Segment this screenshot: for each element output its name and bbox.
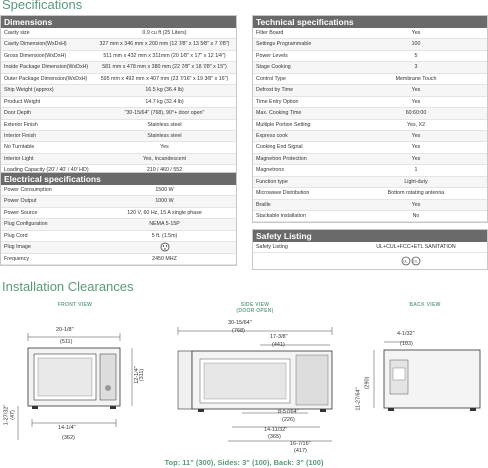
row-label: Plug Configuration <box>4 221 48 228</box>
row-value: Yes <box>411 87 421 94</box>
table-row <box>253 188 487 199</box>
row-value: No <box>412 213 420 219</box>
front-foot-in: 1-27/32" <box>3 404 10 426</box>
svg-text:ETL: ETL <box>412 259 419 264</box>
table-row <box>253 177 487 188</box>
row-value: 5 <box>414 52 418 59</box>
certification-logos-icon <box>253 253 488 269</box>
side-view-drawing <box>170 315 340 455</box>
table-row <box>1 254 236 265</box>
front-view-title: FRONT VIEW <box>57 302 93 308</box>
technical-header: Technical specifications <box>253 16 487 28</box>
row-value: 14.7 kg (32.4 lb) <box>145 98 184 105</box>
row-label: Express cook <box>256 132 288 139</box>
safety-rows <box>253 242 487 253</box>
row-label: Plug Image <box>4 244 31 251</box>
row-value: Yes <box>411 98 421 105</box>
row-value: 3 <box>414 64 418 71</box>
row-label: Outer Package Dimension(WxDxH) <box>4 75 88 82</box>
back-view-drawing <box>360 320 488 420</box>
row-value: 60:60:00 <box>405 110 427 117</box>
row-value: 16.5 kg (36.4 lb) <box>145 87 184 94</box>
row-value <box>93 242 236 252</box>
row-value: "30-15/64" (768), 90°+ door open" <box>124 110 205 117</box>
row-value: 1000 W <box>155 198 174 205</box>
front-width-mm: (511) <box>60 339 73 345</box>
row-value: Yes <box>411 30 421 36</box>
technical-rows <box>253 28 487 222</box>
row-value: 595 mm x 492 mm x 407 mm (23 7⁄16" x 19 3⁄8" x 16") <box>100 75 229 82</box>
row-label: Multiple Portion Setting <box>256 121 311 128</box>
table-row <box>253 120 487 131</box>
row-label: Magnetrons <box>256 167 284 174</box>
row-value: Bottom rotating antenna <box>387 190 445 197</box>
front-bottom-mm: (362) <box>62 435 75 441</box>
back-height-in: 11-27/64" <box>355 387 362 411</box>
row-label: Filter Board <box>256 30 284 36</box>
front-height-mm: (311) <box>139 368 146 382</box>
table-row <box>1 142 236 153</box>
dimensions-header: Dimensions <box>1 16 236 28</box>
specifications-heading: Specifications <box>2 0 83 12</box>
row-value: 0.9 cu ft (25 Liters) <box>142 30 187 36</box>
row-label: Max. Cooking Time <box>256 110 302 117</box>
safety-marks <box>253 253 487 269</box>
row-label: Gross Dimension(WxDxH) <box>4 52 67 59</box>
side-d1-mm: (226) <box>282 417 295 423</box>
row-label: Plug Cord <box>4 232 28 239</box>
row-value: Yes <box>160 144 169 151</box>
dimensions-table <box>0 15 237 178</box>
table-row <box>1 51 236 62</box>
table-row <box>1 120 236 131</box>
row-label: Power Output <box>4 198 37 205</box>
table-row <box>1 185 236 196</box>
table-row <box>1 28 236 39</box>
table-row <box>1 196 236 207</box>
table-row <box>253 142 487 153</box>
front-foot-mm: (47) <box>9 410 16 420</box>
technical-table <box>252 15 488 223</box>
row-value: Yes <box>411 144 421 151</box>
table-row <box>253 51 487 62</box>
row-value: Yes, Incandescent <box>142 155 187 162</box>
table-row <box>253 154 487 165</box>
row-value: 210 / 460 / 552 <box>146 167 183 174</box>
clearance-footer: Top: 11" (300), Sides: 3" (100), Back: 3" (100) <box>164 458 324 467</box>
table-row <box>253 97 487 108</box>
row-label: Exterior Finish <box>4 121 38 128</box>
row-value: 511 mm x 432 mm x 311mm (20 1⁄8" x 17" x 12 1⁄4") <box>103 52 226 59</box>
back-view-title: BACK VIEW <box>409 302 441 308</box>
table-row <box>1 62 236 73</box>
table-row <box>253 28 487 39</box>
row-value: Stainless steel <box>147 121 182 128</box>
row-label: Inside Package Dimension(WxDxH) <box>4 64 89 71</box>
table-row <box>253 39 487 50</box>
row-value: 2450 MHZ <box>152 255 177 262</box>
row-label: Interior Finish <box>4 132 37 139</box>
front-bottom-in: 14-1/4" <box>58 425 76 431</box>
side-depth-mm: (441) <box>272 342 285 348</box>
row-label: Settings Programmable <box>256 41 312 48</box>
row-value: Membrane Touch <box>395 75 437 82</box>
table-row <box>1 108 236 119</box>
table-row <box>253 74 487 85</box>
dimensions-rows <box>1 28 236 177</box>
table-row <box>253 108 487 119</box>
row-label: Microwave Distribution <box>256 190 310 197</box>
row-value: 1500 W <box>155 187 174 193</box>
table-row <box>1 208 236 219</box>
front-height-in: 12-1/4" <box>133 366 140 384</box>
row-label: Power Consumption <box>4 187 52 193</box>
table-row <box>253 200 487 211</box>
side-d3-mm: (417) <box>294 448 307 454</box>
row-label: Loading Capacity (20' / 40' / 40' HD) <box>4 167 89 174</box>
row-label: Ship Weight (approx) <box>4 87 54 94</box>
table-row <box>1 39 236 50</box>
row-label: Magnetron Protection <box>256 155 307 162</box>
row-label: Braille <box>256 201 271 208</box>
table-row <box>1 231 236 242</box>
row-value: 581 mm x 478 mm x 380 mm (22 7⁄8" x 18 7⁄8" x 15") <box>102 64 227 71</box>
row-value: 120 V, 60 Hz, 15 A single phase <box>127 209 202 216</box>
row-label: Power Source <box>4 209 38 216</box>
row-label: Defrost by Time <box>256 87 294 94</box>
safety-header: Safety Listing <box>253 230 487 242</box>
back-height-mm: (290) <box>364 376 371 390</box>
table-row <box>253 85 487 96</box>
row-value: NEMA 5-15P <box>149 221 180 228</box>
side-view-subtitle: (DOOR OPEN) <box>236 308 274 314</box>
row-value: Yes <box>411 201 421 208</box>
row-label: Door Depth <box>4 110 32 117</box>
front-width-in: 20-1/8" <box>56 327 74 333</box>
row-label: No Turntable <box>4 144 35 151</box>
table-row <box>253 211 487 222</box>
row-label: Frequency <box>4 255 30 262</box>
row-value: Yes <box>411 155 421 162</box>
table-row <box>1 131 236 142</box>
side-d1-in: 8-57/64" <box>278 409 299 415</box>
row-label: Cavity Dimension(WxDxH) <box>4 41 67 48</box>
side-view-title: SIDE VIEW <box>240 302 270 308</box>
electrical-table <box>0 172 237 266</box>
row-label: Stackable installation <box>256 213 306 219</box>
installation-heading: Installation Clearances <box>2 279 134 294</box>
table-row <box>1 97 236 108</box>
electrical-header: Electrical specifications <box>1 173 236 185</box>
row-value: Light-duty <box>404 178 428 185</box>
table-row <box>1 219 236 230</box>
row-label: Cavity size <box>4 30 30 36</box>
table-row <box>253 165 487 176</box>
table-row <box>1 74 236 85</box>
table-row <box>1 85 236 96</box>
row-label: Function type <box>256 178 288 185</box>
row-label: Stage Cooking <box>256 64 291 71</box>
side-top-in: 30-15/64" <box>228 320 252 326</box>
row-value: 100 <box>411 41 421 48</box>
row-value: Yes, X2 <box>406 121 426 128</box>
electrical-rows <box>1 185 236 265</box>
row-value: 327 mm x 346 mm x 200 mm (12 7⁄8" x 13 5⁄8" x 7 7⁄8") <box>99 41 230 48</box>
side-d3-in: 16-7/16" <box>290 441 311 447</box>
side-d2-mm: (365) <box>268 434 281 440</box>
safety-table <box>252 229 488 270</box>
side-d2-in: 14-11/32" <box>264 427 288 433</box>
row-value: Stainless steel <box>147 132 182 139</box>
row-value: 1 <box>414 167 418 174</box>
row-label: Product Weight <box>4 98 41 105</box>
row-label: Control Type <box>256 75 286 82</box>
table-row <box>253 62 487 73</box>
row-value: UL+CUL+FCC+ETL SANITATION <box>376 244 456 250</box>
row-value: Yes <box>411 132 421 139</box>
table-row <box>253 131 487 142</box>
side-depth-in: 17-3/8" <box>270 334 288 340</box>
row-label: Cooking End Signal <box>256 144 303 151</box>
back-width-mm: (103) <box>400 341 413 347</box>
row-label: Safety Listing <box>256 244 288 250</box>
row-value: 5 ft. (1.5m) <box>151 232 178 239</box>
row-label: Time Entry Option <box>256 98 299 105</box>
plug-icon <box>160 242 170 252</box>
table-row <box>1 242 236 253</box>
side-top-mm: (768) <box>232 328 245 334</box>
back-width-in: 4-1/32" <box>397 331 415 337</box>
row-label: Power Levels <box>256 52 288 59</box>
svg-text:UL: UL <box>403 259 408 264</box>
table-row <box>253 242 487 253</box>
row-label: Interior Light <box>4 155 34 162</box>
table-row <box>1 154 236 165</box>
